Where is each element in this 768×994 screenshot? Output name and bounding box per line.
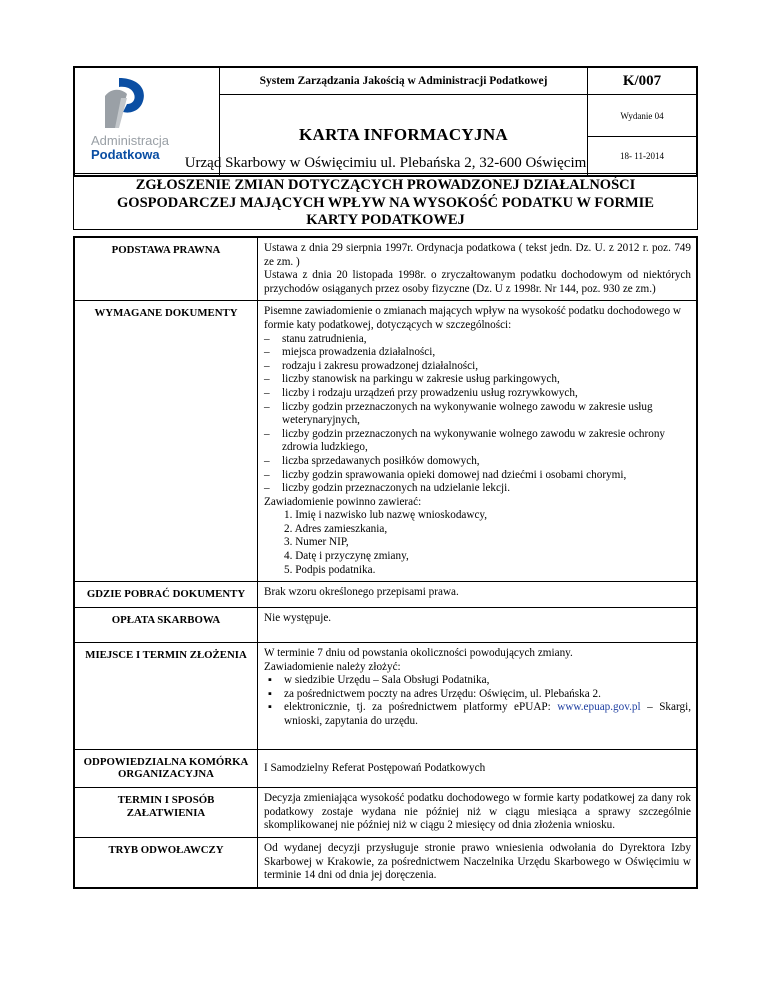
contents-intro: Zawiadomienie powinno zawierać: [264, 495, 422, 508]
label-appeal: TRYB ODWOŁAWCZY [74, 837, 258, 887]
label-deadline: TERMIN I SPOSÓB ZAŁATWIENIA [74, 788, 258, 838]
label-fee: OPŁATA SKARBOWA [74, 608, 258, 643]
row-where [74, 582, 697, 608]
system-title: System Zarządzania Jakością w Administracji Podatkowej [220, 67, 588, 95]
label-place: MIEJSCE I TERMIN ZŁOŻENIA [74, 643, 258, 750]
legal-text-2: Ustawa z dnia 20 listopada 1998r. o zryczałtowanym podatku dochodowym od niektórych przychodów osiąganych przez osoby fizyczne (Dz. U z 1998r. Nr 144, poz. 930 ze zm.) [264, 269, 691, 295]
issue-date: 18- 11-2014 [588, 137, 698, 177]
row-place [74, 643, 697, 750]
row-deadline [74, 788, 697, 838]
label-unit: ODPOWIEDZIALNA KOMÓRKA ORGANIZACYJNA [74, 749, 258, 788]
edition: Wydanie 04 [588, 95, 698, 137]
numbered-item: 3. Numer NIP, [284, 536, 349, 549]
list-item: – liczby i rodzaju urządzeń przy prowadzeniu usług rozrywkowych, [264, 387, 691, 401]
list-item: ▪ za pośrednictwem poczty na adres Urzędu: Oświęcim, ul. Plebańska 2. [264, 688, 691, 702]
row-fee [74, 608, 697, 643]
place-item3-b: – Skargi, wnioski, zapytania do urzędu. [284, 701, 691, 728]
numbered-item: 5. Podpis podatnika. [284, 563, 376, 576]
logo-line-2: Podatkowa [91, 147, 160, 162]
office-address: Urząd Skarbowy w Oświęcimiu ul. Plebańska 2, 32-600 Oświęcim [73, 152, 698, 174]
row-unit [74, 749, 697, 788]
heading-line-2: GOSPODARCZEJ MAJĄCYCH WPŁYW NA WYSOKOŚĆ PODATKU W FORMIE [117, 194, 654, 211]
value-unit: I Samodzielny Referat Postępowań Podatkowych [258, 749, 698, 788]
place-text-2: Zawiadomienie należy złożyć: [264, 660, 401, 673]
row-appeal [74, 837, 697, 887]
logo-line-1: Administracja [91, 133, 170, 148]
value-deadline: Decyzja zmieniająca wysokość podatku dochodowego w formie karty podatkowej za dany rok podatkowy zostaje wydana nie później niż w ciągu miesiąca a sprawy szczególnie skomplikowanej nie później niż w ciągu 2 miesięcy od dnia złożenia wniosku. [258, 788, 698, 838]
list-item: – rodzaju i zakresu prowadzonej działalności, [264, 360, 691, 374]
legal-text-1: Ustawa z dnia 29 sierpnia 1997r. Ordynacja podatkowa ( tekst jedn. Dz. U. z 2012 r. poz. 749 ze zm. ) [264, 242, 691, 268]
place-item3-a: elektronicznie, tj. za pośrednictwem platformy ePUAP: [284, 701, 558, 714]
list-item: – liczby godzin przeznaczonych na wykonywanie wolnego zawodu w zakresie usług weterynaryjnych, [264, 401, 691, 428]
value-legal [258, 237, 698, 301]
list-item: – stanu zatrudnienia, [264, 333, 691, 347]
administracja-podatkowa-logo-icon [97, 74, 155, 132]
place-text-1: W terminie 7 dniu od powstania okoliczności powodujących zmiany. [264, 647, 573, 660]
numbered-item: 1. Imię i nazwisko lub nazwę wnioskodawcy, [284, 509, 488, 522]
value-place [258, 643, 698, 750]
info-table [73, 236, 698, 889]
list-item: – liczby stanowisk na parkingu w zakresie usług parkingowych, [264, 373, 691, 387]
list-item: ▪ w siedzibie Urzędu – Sala Obsługi Podatnika, [264, 674, 691, 688]
card-title: KARTA INFORMACYJNA [220, 95, 588, 177]
heading-line-3: KARTY PODATKOWEJ [306, 212, 465, 228]
list-item: – miejsca prowadzenia działalności, [264, 346, 691, 360]
list-item: – liczby godzin przeznaczonych na wykonywanie wolnego zawodu w zakresie ochrony zdrowia ludzkiego, [264, 428, 691, 455]
row-legal [74, 237, 697, 301]
label-legal: PODSTAWA PRAWNA [74, 237, 258, 301]
numbered-item: 2. Adres zamieszkania, [284, 522, 388, 535]
value-docs [258, 301, 698, 582]
value-where: Brak wzoru określonego przepisami prawa. [258, 582, 698, 608]
document-heading [73, 174, 698, 230]
label-docs: WYMAGANE DOKUMENTY [74, 301, 258, 582]
list-item [264, 701, 691, 728]
list-item: – liczby godzin sprawowania opieki domowej nad dziećmi i osobami chorymi, [264, 469, 691, 483]
value-fee: Nie występuje. [258, 608, 698, 643]
docs-intro: Pisemne zawiadomienie o zmianach mających wpływ na wysokość podatku dochodowego w formie katy podatkowej, dotyczących w szczególności: [264, 305, 681, 331]
numbered-item: 4. Datę i przyczynę zmiany, [284, 550, 409, 563]
epuap-link[interactable]: www.epuap.gov.pl [557, 701, 641, 714]
document-code: K/007 [588, 67, 698, 95]
row-docs [74, 301, 697, 582]
label-where: GDZIE POBRAĆ DOKUMENTY [74, 582, 258, 608]
heading-line-1: ZGŁOSZENIE ZMIAN DOTYCZĄCYCH PROWADZONEJ DZIAŁALNOŚCI [135, 177, 636, 193]
list-item: – liczba sprzedawanych posiłków domowych, [264, 455, 691, 469]
list-item: – liczby godzin przeznaczonych na udzielanie lekcji. [264, 482, 691, 496]
value-appeal: Od wydanej decyzji przysługuje stronie prawo wniesienia odwołania do Dyrektora Izby Skarbowej w Krakowie, za pośrednictwem Naczelnika Urzędu Skarbowego w Oświęcimiu w terminie 14 dni od dnia jej doręczenia. [258, 837, 698, 887]
